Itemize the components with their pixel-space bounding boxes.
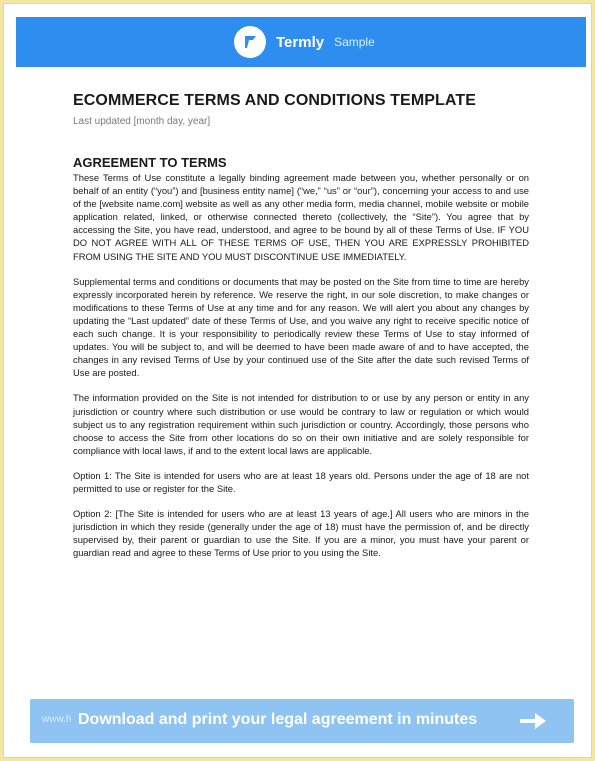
download-cta-button[interactable] [30, 699, 574, 743]
document-title: ECOMMERCE TERMS AND CONDITIONS TEMPLATE [73, 92, 477, 109]
paragraph: Option 1: The Site is intended for users who are at least 18 years old. Persons under the age of 18 are not permitted to use or register for the Site. [73, 469, 529, 494]
paragraph: Option 2: [The Site is intended for users who are at least 13 years of age.] All users who are minors in the jurisdiction in which they reside (generally under the age of 18) must have the permission of, and be directly supervised by, their parent or guardian to use the Site. If you are a minor, you must have your parent or guardian read and agree to these Terms of Use prior to you using the Site. [73, 508, 529, 559]
arrow-right-icon [518, 710, 548, 732]
cta-url-text: www.h [42, 714, 72, 725]
termly-logo-icon [234, 26, 266, 58]
paragraph: Supplemental terms and conditions or documents that may be posted on the Site from time to time are hereby expressly incorporated herein by reference. We reserve the right, in our sole discretion, to make changes or modifications to these Terms of Use at any time and for any reason. We will alert you about any changes by updating the “Last updated” date of these Terms of Use, and you waive any right to receive specific notice of each such change. It is your responsibility to periodically review these Terms of Use to stay informed of updates. You will be subject to, and will be deemed to have been made aware of and to have accepted, the changes in any revised Terms of Use by your continued use of the Site after the date such revised Terms of Use are posted. [73, 275, 529, 379]
brand-tag: Sample [334, 35, 375, 49]
last-updated: Last updated [month day, year] [73, 116, 211, 127]
section-heading: AGREEMENT TO TERMS [73, 155, 227, 170]
document-page [4, 4, 591, 757]
header-banner [16, 17, 586, 67]
paragraph: The information provided on the Site is not intended for distribution to or use by any person or entity in any jurisdiction or country where such distribution or use would be contrary to law or regulation or which would subject us to any registration requirement within such jurisdiction or country. Accordingly, those persons who choose to access the Site from other locations do so on their own initiative and are solely responsible for compliance with local laws, if and to the extent local laws are applicable. [73, 392, 529, 456]
brand[interactable] [234, 25, 375, 59]
cta-label: Download and print your legal agreement in minutes [78, 711, 478, 728]
paragraph: These Terms of Use constitute a legally binding agreement made between you, whether personally or on behalf of an entity (“you”) and [business entity name] (“we,” “us” or “our”), concerning your access to and use of the [website name.com] website as well as any other media form, media channel, mobile website or mobile application related, linked, or otherwise connected thereto (collectively, the “Site”). You agree that by accessing the Site, you have read, understood, and agree to be bound by all of these Terms of Use. IF YOU DO NOT AGREE WITH ALL OF THESE TERMS OF USE, THEN YOU ARE EXPRESSLY PROHIBITED FROM USING THE SITE AND YOU MUST DISCONTINUE USE IMMEDIATELY. [73, 172, 529, 262]
brand-name: Termly [276, 33, 325, 51]
document-content [73, 92, 529, 559]
